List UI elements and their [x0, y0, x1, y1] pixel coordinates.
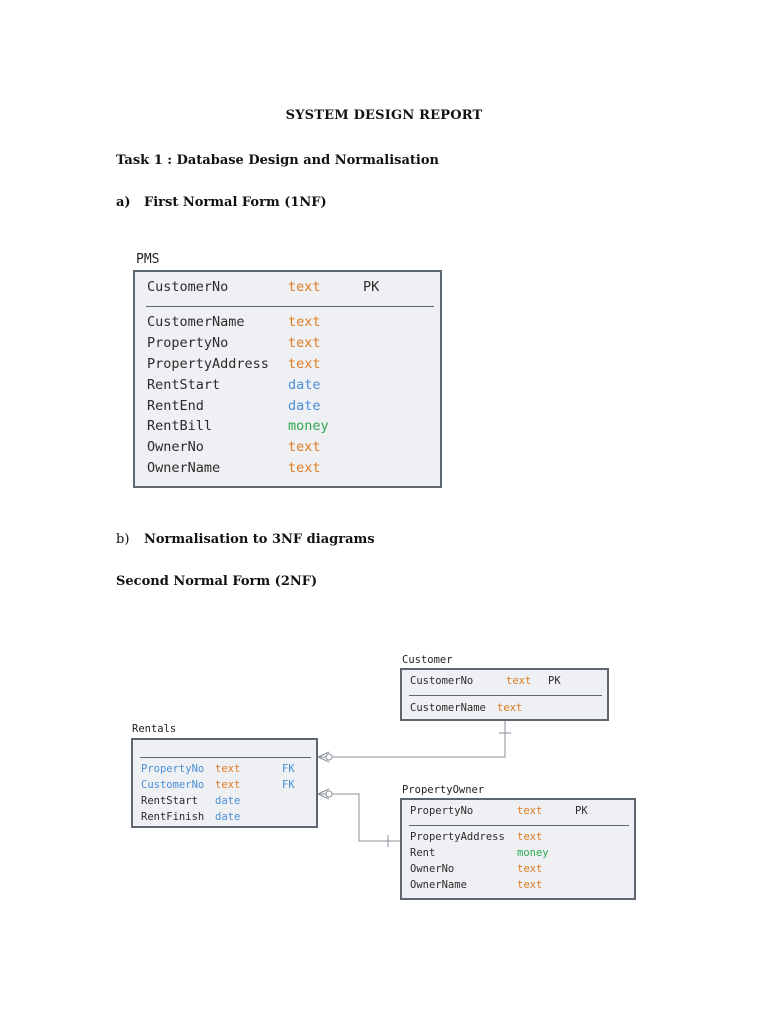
- field-type: date: [288, 377, 321, 393]
- field-type: date: [288, 398, 321, 414]
- field-name: PropertyAddress: [147, 356, 269, 372]
- section-b-marker: b): [116, 532, 130, 547]
- field-name: PropertyNo: [141, 763, 205, 775]
- field-name: PropertyAddress: [410, 831, 505, 843]
- field-type: text: [517, 879, 543, 891]
- section-a-marker: a): [116, 195, 131, 210]
- field-type: text: [288, 335, 321, 351]
- field-type: text: [288, 356, 321, 372]
- rentals-many-circle: [326, 754, 332, 760]
- pms-primary-key-marker: PK: [363, 279, 380, 295]
- section-b-title: Normalisation to 3NF diagrams: [144, 532, 375, 547]
- field-type: text: [288, 460, 321, 476]
- rentals-table-name: Rentals: [132, 723, 177, 735]
- customer-key-divider: [409, 695, 602, 696]
- field-name: OwnerName: [410, 879, 467, 891]
- field-type: text: [517, 831, 543, 843]
- field-name: CustomerNo: [141, 779, 205, 791]
- field-type: text: [506, 675, 532, 687]
- task-heading: Task 1 : Database Design and Normalisation: [116, 153, 439, 168]
- propertyowner-key-divider: [409, 825, 629, 826]
- field-name: RentFinish: [141, 811, 205, 823]
- field-name: OwnerName: [147, 460, 221, 476]
- field-type: text: [215, 763, 241, 775]
- field-type: text: [215, 779, 241, 791]
- field-type: text: [288, 439, 321, 455]
- field-type: text: [288, 314, 321, 330]
- pms-table-name: PMS: [136, 252, 160, 267]
- field-name: OwnerNo: [410, 863, 455, 875]
- primary-key-marker: PK: [548, 675, 561, 687]
- section-a-title: First Normal Form (1NF): [144, 195, 327, 210]
- field-name: CustomerName: [147, 314, 245, 330]
- field-type: money: [288, 418, 329, 434]
- field-name: RentStart: [141, 795, 198, 807]
- primary-key-marker: PK: [575, 805, 588, 817]
- field-name: Rent: [410, 847, 436, 859]
- field-type: date: [215, 795, 241, 807]
- customer-table: [400, 668, 609, 721]
- field-name: PropertyNo: [410, 805, 474, 817]
- field-type: date: [215, 811, 241, 823]
- rentals-table: [131, 738, 318, 828]
- field-name: OwnerNo: [147, 439, 204, 455]
- field-name: CustomerNo: [410, 675, 474, 687]
- field-name: RentEnd: [147, 398, 204, 414]
- rentals-key-divider: [140, 757, 311, 758]
- field-type: text: [517, 863, 543, 875]
- customer-table-name: Customer: [402, 654, 453, 666]
- field-name: PropertyNo: [147, 335, 229, 351]
- pms-key-field-type: text: [288, 279, 321, 295]
- foreign-key-marker: FK: [282, 779, 295, 791]
- field-type: text: [497, 702, 523, 714]
- pms-key-field-name: CustomerNo: [147, 279, 229, 295]
- rentals-many-circle-2: [326, 791, 332, 797]
- field-name: RentBill: [147, 418, 213, 434]
- propertyowner-table: [400, 798, 636, 900]
- field-name: RentStart: [147, 377, 221, 393]
- field-type: money: [517, 847, 549, 859]
- second-nf-heading: Second Normal Form (2NF): [116, 574, 318, 589]
- foreign-key-marker: FK: [282, 763, 295, 775]
- propertyowner-rentals-line: [318, 794, 400, 841]
- document-title: SYSTEM DESIGN REPORT: [285, 108, 483, 123]
- field-type: text: [517, 805, 543, 817]
- customer-rentals-line: [318, 721, 505, 757]
- propertyowner-table-name: PropertyOwner: [402, 784, 485, 796]
- field-name: CustomerName: [410, 702, 486, 714]
